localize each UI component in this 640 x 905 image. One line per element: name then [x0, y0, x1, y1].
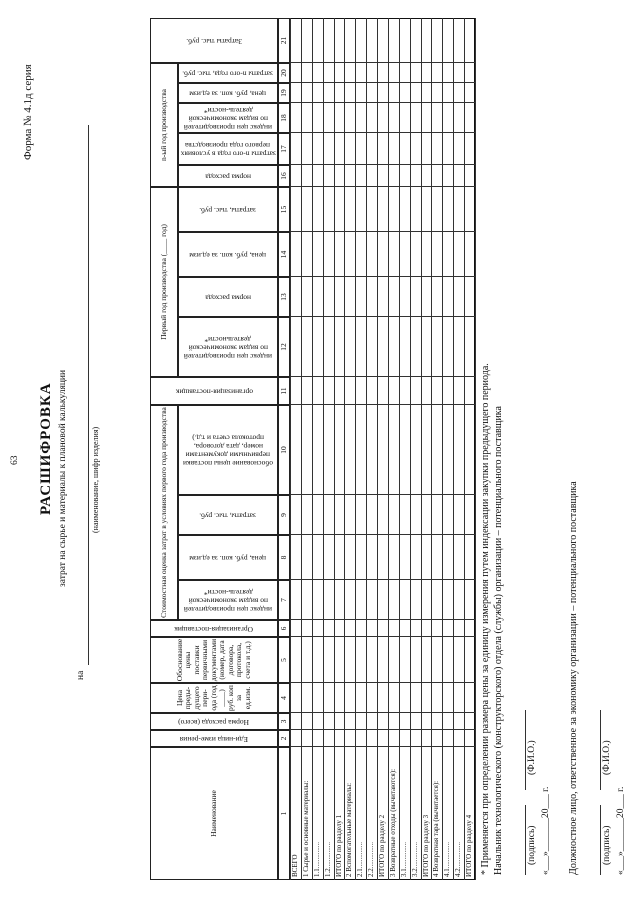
column-number-6: 6 — [278, 620, 290, 637]
table-column-divider — [290, 62, 475, 63]
header-index-3: индекс цен производителей по видам экономической деятель-ности* — [178, 103, 278, 133]
header-prev-price: Цена преды-дущего пери-ода (год ____) руб. коп за ед.изм. — [150, 683, 278, 713]
header-price-3: цена, руб. коп. за ед.изм — [178, 83, 278, 103]
table-column-divider — [290, 746, 475, 747]
table-column-divider — [290, 164, 475, 165]
column-number-8: 8 — [278, 535, 290, 580]
header-cost-2: затраты, тыс. руб. — [178, 187, 278, 232]
header-price-2: цена, руб. коп. за ед.изм — [178, 232, 278, 277]
table-row-divider — [475, 18, 476, 880]
signer-1-title: Начальник технологического (конструкторского) отдела (службы) организации – потенциального поставщика — [493, 406, 504, 875]
table-column-divider — [290, 102, 475, 103]
header-norm-2: норма расхода — [178, 277, 278, 317]
column-number-18: 18 — [278, 103, 290, 133]
table-row-label: 3 Возвратные отходы (вычитаются): — [388, 768, 397, 877]
table-row-divider — [312, 18, 313, 880]
table-row-divider — [301, 18, 302, 880]
table-column-divider — [290, 712, 475, 713]
table-column-divider — [290, 534, 475, 535]
header-cost-nth-first: затраты n-ого года в условиях первого года производства — [178, 133, 278, 165]
table-row-divider — [431, 18, 432, 880]
column-number-19: 19 — [278, 83, 290, 103]
header-cost-nth: затраты n-ого года, тыс. руб. — [178, 63, 278, 83]
table-row-label: 1.2............... — [323, 842, 332, 877]
header-basis: Обоснование цены поставки первичными документами (номер, дата договора, протокола, счета и т.д.) — [150, 637, 278, 683]
header-bottom-line — [290, 18, 291, 880]
header-norm: Норма расхода (всего) — [150, 713, 278, 730]
column-number-3: 3 — [278, 713, 290, 730]
column-number-5: 5 — [278, 637, 290, 683]
table-row-divider — [344, 18, 345, 880]
table-row-label: 4.2............... — [454, 842, 463, 877]
table-row-divider — [334, 18, 335, 880]
table-row-label: 2.2............... — [367, 842, 376, 877]
footnote: * Применяется при определении размера цены за единицу измерения путем индексации закупки предыдущего периода. — [480, 363, 491, 875]
document-title: РАСШИФРОВКА — [38, 382, 54, 515]
fio-caption-2: (Ф.И.О.) — [602, 740, 612, 775]
table-row-divider — [453, 18, 454, 880]
table-row-divider — [366, 18, 367, 880]
form-label: Форма № 4.1д серия — [22, 64, 34, 160]
column-number-11: 11 — [278, 377, 290, 405]
table-row-label: 1 Сырье и основные материалы: — [301, 780, 310, 877]
table-row-label: 4.1............... — [443, 842, 452, 877]
fio-line-2 — [600, 710, 601, 790]
table-row-divider — [377, 18, 378, 880]
document-subtitle: затрат на сырье и материалы к плановой калькуляции — [58, 369, 68, 587]
table-row-divider — [421, 18, 422, 880]
header-group-nth: n-ый год производства — [150, 63, 178, 187]
header-supplier: Организация-поставщик — [150, 620, 278, 637]
name-caption: (наименование, шифр изделия) — [91, 426, 100, 533]
header-index-1: индекс цен производителей по видам экономической деятель-ности* — [178, 580, 278, 620]
table-row-divider — [410, 18, 411, 880]
sig-line-1 — [525, 805, 526, 875]
table-row-label: 1.1............... — [312, 842, 321, 877]
table-row-divider — [464, 18, 465, 880]
header-supplier-2: организация-поставщик — [150, 377, 278, 405]
header-price-1: цена, руб. коп. за ед.изм — [178, 535, 278, 580]
column-number-2: 2 — [278, 730, 290, 747]
header-unit: Еди-ница изме-рения — [150, 730, 278, 747]
table-column-divider — [290, 376, 475, 377]
header-basis-2: обоснование цены поставки первичными документами номер, дата договора, протокола счета и т.д.) — [178, 405, 278, 495]
table-column-divider — [290, 729, 475, 730]
table-column-divider — [290, 276, 475, 277]
sig-caption-2: (подпись) — [602, 825, 612, 865]
column-number-17: 17 — [278, 133, 290, 165]
table-row-label: ИТОГО по разделу 4 — [465, 814, 474, 877]
column-number-20: 20 — [278, 63, 290, 83]
name-underline — [88, 125, 89, 665]
prefix-na: на — [76, 670, 86, 680]
table-column-divider — [290, 186, 475, 187]
sig-line-2 — [600, 805, 601, 875]
table-row-label: 4 Возвратная тара (вычитается): — [432, 780, 441, 877]
table-column-divider — [290, 82, 475, 83]
signer-2-title: Должностное лицо, ответственное за экономику организации – потенциального поставщика — [568, 481, 579, 875]
table-row-label: 3.2............... — [410, 842, 419, 877]
table-column-divider — [290, 619, 475, 620]
column-number-9: 9 — [278, 495, 290, 535]
table-row-label: ИТОГО по разделу 3 — [421, 814, 430, 877]
table-row-label: 2.1............... — [356, 842, 365, 877]
table-column-divider — [290, 231, 475, 232]
table-row-divider — [442, 18, 443, 880]
table-row-label: ВСЕГО — [291, 854, 299, 877]
table-row-divider — [388, 18, 389, 880]
table-row-label: 2 Вспомогательные материалы: — [345, 782, 354, 877]
table-row-divider — [323, 18, 324, 880]
table-row-label: ИТОГО по разделу 1 — [334, 814, 343, 877]
column-number-1: 1 — [278, 747, 290, 880]
column-number-16: 16 — [278, 165, 290, 187]
table-column-divider — [290, 636, 475, 637]
sig-caption-1: (подпись) — [527, 825, 537, 865]
header-index-2: индекс цен производителей по видам экономической деятельности* — [178, 317, 278, 377]
table-column-divider — [290, 316, 475, 317]
table-column-divider — [290, 404, 475, 405]
date-1: «___»_______20___ г. — [541, 786, 551, 875]
column-number-21: 21 — [278, 18, 290, 63]
table-row-divider — [399, 18, 400, 880]
column-number-13: 13 — [278, 277, 290, 317]
column-number-15: 15 — [278, 187, 290, 232]
table-row-label: ИТОГО по разделу 2 — [378, 814, 387, 877]
column-number-10: 10 — [278, 405, 290, 495]
column-number-4: 4 — [278, 683, 290, 713]
table-row-divider — [355, 18, 356, 880]
header-group-first: Первый год производства (____ год) — [150, 187, 178, 377]
column-number-14: 14 — [278, 232, 290, 277]
header-name: Наименование — [150, 747, 278, 880]
header-total: Затраты тыс. руб. — [150, 18, 278, 63]
fio-caption-1: (Ф.И.О.) — [527, 740, 537, 775]
header-group-cost: Стоимостная оценка затрат в условиях первого года производства — [150, 405, 178, 620]
table-column-divider — [290, 132, 475, 133]
column-number-7: 7 — [278, 580, 290, 620]
table-column-divider — [290, 579, 475, 580]
header-cost-1: затраты, тыс. руб. — [178, 495, 278, 535]
date-2: «___»_______20___ г. — [616, 786, 626, 875]
column-number-12: 12 — [278, 317, 290, 377]
fio-line-1 — [525, 710, 526, 790]
table-column-divider — [290, 682, 475, 683]
header-norm-3: норма расхода — [178, 165, 278, 187]
table-column-divider — [290, 494, 475, 495]
page-number: 63 — [10, 455, 20, 465]
table-row-label: 3.1............... — [399, 842, 408, 877]
